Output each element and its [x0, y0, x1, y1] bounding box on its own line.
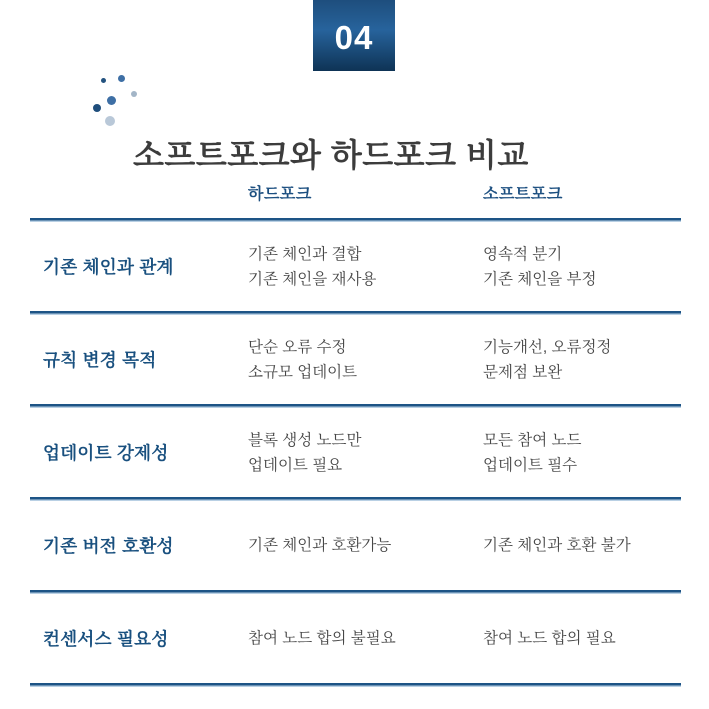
cell-softfork — [483, 626, 681, 651]
cell-line: 업데이트 필요 — [248, 456, 343, 474]
cell-hardfork — [248, 335, 483, 385]
cell-line: 참여 노드 합의 필요 — [483, 630, 616, 647]
cell-hardfork — [248, 626, 483, 651]
cell-line: 블록 생성 노드만 — [248, 431, 362, 449]
dot-icon — [101, 78, 106, 83]
table-row — [30, 222, 681, 311]
table-row — [30, 315, 681, 404]
section-number-badge — [313, 0, 395, 71]
cell-line: 업데이트 필수 — [483, 456, 578, 474]
row-separator — [30, 683, 681, 687]
cell-softfork — [483, 242, 681, 292]
cell-line: 기능개선, 오류정정 — [483, 338, 612, 356]
cell-line: 기존 체인과 호환가능 — [248, 537, 392, 554]
dot-icon — [118, 75, 125, 82]
column-header-softfork: 소프트포크 — [483, 186, 563, 203]
table-row — [30, 408, 681, 497]
cell-hardfork — [248, 242, 483, 292]
row-label: 컨센서스 필요성 — [43, 629, 169, 649]
cell-softfork — [483, 428, 681, 478]
column-header-hardfork: 하드포크 — [248, 186, 312, 203]
section-number: 04 — [334, 19, 374, 56]
cell-hardfork — [248, 533, 483, 558]
row-label: 규칙 변경 목적 — [43, 350, 157, 370]
cell-line: 참여 노드 합의 불필요 — [248, 630, 396, 647]
table-row — [30, 594, 681, 683]
row-label: 기존 버전 호환성 — [43, 536, 174, 556]
dot-icon — [131, 91, 137, 97]
cell-softfork — [483, 533, 681, 558]
cell-line: 단순 오류 수정 — [248, 338, 347, 356]
table-rows — [30, 222, 681, 687]
dot-icon — [105, 116, 115, 126]
cell-line: 영속적 분기 — [483, 245, 563, 263]
row-label: 기존 체인과 관계 — [43, 257, 174, 277]
cell-line: 문제점 보완 — [483, 363, 563, 381]
cell-hardfork — [248, 428, 483, 478]
dot-icon — [93, 104, 101, 112]
row-label: 업데이트 강제성 — [43, 443, 169, 463]
cell-line: 기존 체인을 부정 — [483, 270, 597, 288]
comparison-table — [30, 178, 681, 687]
table-header-row — [30, 178, 681, 218]
table-row — [30, 501, 681, 590]
cell-softfork — [483, 335, 681, 385]
cell-line: 기존 체인을 재사용 — [248, 270, 377, 288]
cell-line: 모든 참여 노드 — [483, 431, 582, 449]
cell-line: 기존 체인과 결합 — [248, 245, 362, 263]
dot-icon — [107, 96, 116, 105]
page-title: 소프트포크와 하드포크 비교 — [133, 137, 529, 174]
cell-line: 기존 체인과 호환 불가 — [483, 537, 631, 554]
cell-line: 소규모 업데이트 — [248, 363, 358, 381]
